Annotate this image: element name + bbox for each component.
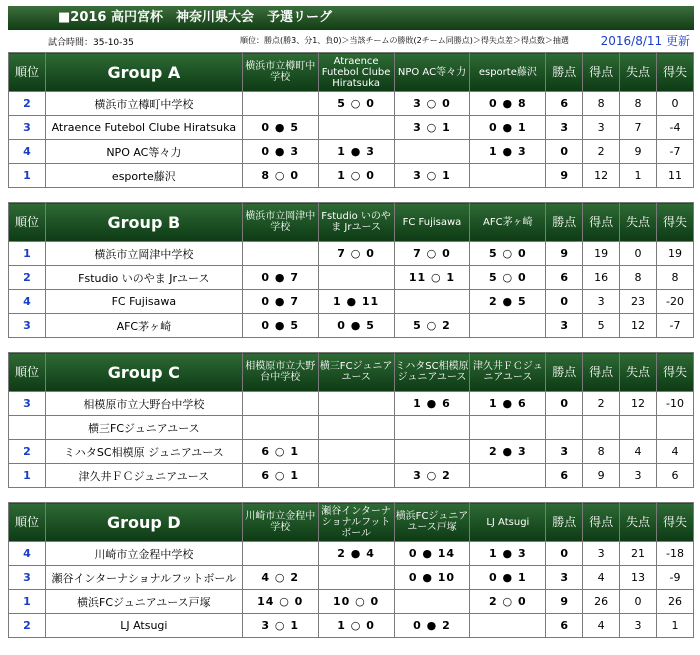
match-result: 1 ● 6 (394, 392, 470, 416)
match-result: 2 ○ 0 (470, 590, 546, 614)
goal-diff-cell: 4 (657, 440, 694, 464)
match-result: 0 ● 3 (242, 140, 318, 164)
match-result: 7 ○ 0 (394, 242, 470, 266)
match-result: 0 ● 7 (242, 290, 318, 314)
goals-for-cell: 8 (583, 92, 620, 116)
opponent-header: NPO AC等々力 (394, 53, 470, 92)
goals-against-cell: 9 (620, 140, 657, 164)
points-cell: 6 (546, 92, 583, 116)
match-result: 1 ● 11 (318, 290, 394, 314)
self-match-cell (470, 314, 546, 338)
rank-cell: 1 (9, 164, 46, 188)
match-result: 0 ● 5 (242, 116, 318, 140)
goal-diff-cell (657, 416, 694, 440)
goal-diff-header: 得失 (657, 203, 694, 242)
self-match-cell (318, 116, 394, 140)
team-row (9, 164, 694, 188)
group-name: Group B (45, 203, 242, 242)
rank-cell: 2 (9, 440, 46, 464)
match-result: 14 ○ 0 (242, 590, 318, 614)
opponent-header: 津久井ＦＣジュニアユース (470, 353, 546, 392)
group-header-row (9, 203, 694, 242)
group-table (8, 352, 694, 488)
goals-for-cell: 16 (583, 266, 620, 290)
team-row (9, 116, 694, 140)
self-match-cell (394, 140, 470, 164)
match-result: 1 ● 3 (470, 140, 546, 164)
match-result (318, 440, 394, 464)
points-cell: 9 (546, 164, 583, 188)
team-row (9, 392, 694, 416)
match-result: 7 ○ 0 (318, 242, 394, 266)
team-row (9, 590, 694, 614)
match-result: 8 ○ 0 (242, 164, 318, 188)
goal-diff-cell: 0 (657, 92, 694, 116)
team-row (9, 266, 694, 290)
match-result: 5 ○ 0 (470, 266, 546, 290)
group-header-row (9, 503, 694, 542)
opponent-header: 横三FCジュニアユース (318, 353, 394, 392)
self-match-cell (242, 392, 318, 416)
goals-for-cell: 12 (583, 164, 620, 188)
goal-diff-cell: -20 (657, 290, 694, 314)
goals-for-cell: 3 (583, 542, 620, 566)
opponent-header: 横浜FCジュニアユース戸塚 (394, 503, 470, 542)
group-name: Group A (45, 53, 242, 92)
match-result: 5 ○ 0 (470, 242, 546, 266)
goals-against-cell: 12 (620, 314, 657, 338)
goal-diff-cell: -10 (657, 392, 694, 416)
goals-against-cell: 23 (620, 290, 657, 314)
match-result: 0 ● 14 (394, 542, 470, 566)
opponent-header: esporte藤沢 (470, 53, 546, 92)
goals-for-cell (583, 416, 620, 440)
self-match-cell (394, 440, 470, 464)
team-name: ミハタSC相模原 ジュニアユース (45, 440, 242, 464)
self-match-cell (242, 242, 318, 266)
goal-diff-cell: 11 (657, 164, 694, 188)
goals-for-cell: 9 (583, 464, 620, 488)
match-result: 3 ○ 0 (394, 92, 470, 116)
points-cell: 6 (546, 464, 583, 488)
goal-diff-cell: 19 (657, 242, 694, 266)
goals-for-cell: 4 (583, 614, 620, 638)
team-name: esporte藤沢 (45, 164, 242, 188)
goals-for-cell: 8 (583, 440, 620, 464)
points-cell: 3 (546, 314, 583, 338)
goals-against-cell: 21 (620, 542, 657, 566)
rank-cell: 2 (9, 92, 46, 116)
points-cell: 0 (546, 290, 583, 314)
goals-against-cell: 0 (620, 590, 657, 614)
goals-against-cell: 12 (620, 392, 657, 416)
goals-against-header: 失点 (620, 503, 657, 542)
match-result: 3 ○ 1 (394, 164, 470, 188)
goal-diff-header: 得失 (657, 53, 694, 92)
match-result: 6 ○ 1 (242, 464, 318, 488)
group-table (8, 202, 694, 338)
self-match-cell (470, 464, 546, 488)
rank-cell: 4 (9, 290, 46, 314)
group-header-row (9, 53, 694, 92)
self-match-cell (318, 266, 394, 290)
match-result: 0 ● 10 (394, 566, 470, 590)
page-title: ■2016 高円宮杯 神奈川県大会 予選リーグ (8, 6, 694, 30)
points-cell: 0 (546, 542, 583, 566)
goals-for-header: 得点 (583, 203, 620, 242)
rank-header: 順位 (9, 53, 46, 92)
rank-cell: 3 (9, 392, 46, 416)
team-name: 横浜市立岡津中学校 (45, 242, 242, 266)
group-header-row (9, 353, 694, 392)
goals-for-cell: 3 (583, 116, 620, 140)
match-result: 1 ● 6 (470, 392, 546, 416)
rank-cell: 1 (9, 464, 46, 488)
team-row (9, 92, 694, 116)
self-match-cell (318, 416, 394, 440)
match-result: 3 ○ 1 (242, 614, 318, 638)
rank-cell (9, 416, 46, 440)
rank-cell: 4 (9, 542, 46, 566)
goal-diff-header: 得失 (657, 353, 694, 392)
team-name: 横浜FCジュニアユース戸塚 (45, 590, 242, 614)
points-header: 勝点 (546, 203, 583, 242)
goals-for-header: 得点 (583, 353, 620, 392)
goal-diff-cell: 6 (657, 464, 694, 488)
opponent-header: Atraence Futebol Clube Hiratsuka (318, 53, 394, 92)
self-match-cell (394, 290, 470, 314)
self-match-cell (470, 614, 546, 638)
team-name: 横三FCジュニアユース (45, 416, 242, 440)
opponent-header: ミハタSC相模原 ジュニアユース (394, 353, 470, 392)
goals-against-cell: 13 (620, 566, 657, 590)
goals-against-cell: 7 (620, 116, 657, 140)
team-name: 川崎市立金程中学校 (45, 542, 242, 566)
match-result (242, 416, 318, 440)
self-match-cell (242, 542, 318, 566)
points-header: 勝点 (546, 353, 583, 392)
goal-diff-header: 得失 (657, 503, 694, 542)
points-cell (546, 416, 583, 440)
team-name: 瀬谷インターナショナルフットボール (45, 566, 242, 590)
opponent-header: AFC茅ヶ崎 (470, 203, 546, 242)
opponent-header: Fstudio いのやま Jrユース (318, 203, 394, 242)
team-name: Atraence Futebol Clube Hiratsuka (45, 116, 242, 140)
match-result (394, 416, 470, 440)
goals-for-header: 得点 (583, 53, 620, 92)
rank-cell: 3 (9, 116, 46, 140)
ranking-rule: 順位：勝点(勝3、分1、負0)＞当該チームの勝敗(2チーム同勝点)＞得失点差＞得点数＞抽選 (240, 36, 569, 45)
rank-cell: 3 (9, 314, 46, 338)
rank-header: 順位 (9, 503, 46, 542)
goals-against-cell: 1 (620, 164, 657, 188)
match-result: 1 ○ 0 (318, 164, 394, 188)
match-result: 1 ● 3 (470, 542, 546, 566)
points-header: 勝点 (546, 503, 583, 542)
goals-against-cell: 8 (620, 92, 657, 116)
points-cell: 9 (546, 242, 583, 266)
points-cell: 3 (546, 116, 583, 140)
team-row (9, 290, 694, 314)
goals-for-cell: 19 (583, 242, 620, 266)
group-table (8, 52, 694, 188)
match-result: 6 ○ 1 (242, 440, 318, 464)
team-row (9, 614, 694, 638)
goals-against-header: 失点 (620, 203, 657, 242)
opponent-header: LJ Atsugi (470, 503, 546, 542)
goals-against-cell: 3 (620, 464, 657, 488)
points-cell: 0 (546, 392, 583, 416)
goal-diff-cell: -18 (657, 542, 694, 566)
group-name: Group C (45, 353, 242, 392)
goals-for-cell: 3 (583, 290, 620, 314)
rank-header: 順位 (9, 203, 46, 242)
rank-cell: 4 (9, 140, 46, 164)
opponent-header: 瀬谷インターナショナルフットボール (318, 503, 394, 542)
match-result: 0 ● 5 (318, 314, 394, 338)
goals-for-header: 得点 (583, 503, 620, 542)
team-row (9, 440, 694, 464)
group-name: Group D (45, 503, 242, 542)
match-result: 11 ○ 1 (394, 266, 470, 290)
goals-against-cell: 4 (620, 440, 657, 464)
points-cell: 6 (546, 614, 583, 638)
match-result: 0 ● 1 (470, 566, 546, 590)
goal-diff-cell: -7 (657, 314, 694, 338)
self-match-cell (470, 164, 546, 188)
goals-for-cell: 2 (583, 140, 620, 164)
goals-for-cell: 4 (583, 566, 620, 590)
points-cell: 9 (546, 590, 583, 614)
points-cell: 6 (546, 266, 583, 290)
team-name: FC Fujisawa (45, 290, 242, 314)
points-cell: 3 (546, 440, 583, 464)
match-result (470, 416, 546, 440)
team-row (9, 242, 694, 266)
opponent-header: 川崎市立金程中学校 (242, 503, 318, 542)
match-result: 0 ● 8 (470, 92, 546, 116)
goals-against-cell: 0 (620, 242, 657, 266)
rank-header: 順位 (9, 353, 46, 392)
match-result: 1 ○ 0 (318, 614, 394, 638)
rank-cell: 1 (9, 242, 46, 266)
match-result: 0 ● 7 (242, 266, 318, 290)
rank-cell: 2 (9, 614, 46, 638)
goal-diff-cell: -4 (657, 116, 694, 140)
match-result: 0 ● 1 (470, 116, 546, 140)
goal-diff-cell: 8 (657, 266, 694, 290)
team-name: Fstudio いのやま Jrユース (45, 266, 242, 290)
match-result: 4 ○ 2 (242, 566, 318, 590)
points-cell: 3 (546, 566, 583, 590)
goal-diff-cell: -9 (657, 566, 694, 590)
team-name: LJ Atsugi (45, 614, 242, 638)
goals-for-cell: 2 (583, 392, 620, 416)
points-cell: 0 (546, 140, 583, 164)
team-row (9, 416, 694, 440)
team-row (9, 314, 694, 338)
opponent-header: 相模原市立大野台中学校 (242, 353, 318, 392)
goals-against-header: 失点 (620, 53, 657, 92)
match-result: 2 ● 4 (318, 542, 394, 566)
goals-for-cell: 5 (583, 314, 620, 338)
rank-cell: 2 (9, 266, 46, 290)
group-table (8, 502, 694, 638)
points-header: 勝点 (546, 53, 583, 92)
team-row (9, 140, 694, 164)
match-result: 0 ● 5 (242, 314, 318, 338)
opponent-header: FC Fujisawa (394, 203, 470, 242)
match-result: 1 ● 3 (318, 140, 394, 164)
match-time: 試合時間：35-10-35 (48, 38, 134, 48)
match-result: 2 ● 3 (470, 440, 546, 464)
self-match-cell (318, 566, 394, 590)
opponent-header: 横浜市立樽町中学校 (242, 53, 318, 92)
match-result: 10 ○ 0 (318, 590, 394, 614)
info-row (8, 32, 694, 50)
team-row (9, 566, 694, 590)
match-result: 3 ○ 1 (394, 116, 470, 140)
goals-against-cell (620, 416, 657, 440)
team-name: 津久井ＦＣジュニアユース (45, 464, 242, 488)
goals-against-header: 失点 (620, 353, 657, 392)
rank-cell: 1 (9, 590, 46, 614)
team-name: 横浜市立樽町中学校 (45, 92, 242, 116)
match-result: 2 ● 5 (470, 290, 546, 314)
match-result (318, 392, 394, 416)
goal-diff-cell: 26 (657, 590, 694, 614)
rank-cell: 3 (9, 566, 46, 590)
team-name: AFC茅ヶ崎 (45, 314, 242, 338)
goals-against-cell: 8 (620, 266, 657, 290)
team-row (9, 464, 694, 488)
goals-for-cell: 26 (583, 590, 620, 614)
update-date: 2016/8/11 更新 (600, 34, 690, 48)
goal-diff-cell: -7 (657, 140, 694, 164)
team-name: NPO AC等々力 (45, 140, 242, 164)
team-row (9, 542, 694, 566)
match-result: 3 ○ 2 (394, 464, 470, 488)
match-result (318, 464, 394, 488)
self-match-cell (394, 590, 470, 614)
match-result: 0 ● 2 (394, 614, 470, 638)
opponent-header: 横浜市立岡津中学校 (242, 203, 318, 242)
match-result: 5 ○ 0 (318, 92, 394, 116)
self-match-cell (242, 92, 318, 116)
team-name: 相模原市立大野台中学校 (45, 392, 242, 416)
match-result: 5 ○ 2 (394, 314, 470, 338)
goals-against-cell: 3 (620, 614, 657, 638)
goal-diff-cell: 1 (657, 614, 694, 638)
